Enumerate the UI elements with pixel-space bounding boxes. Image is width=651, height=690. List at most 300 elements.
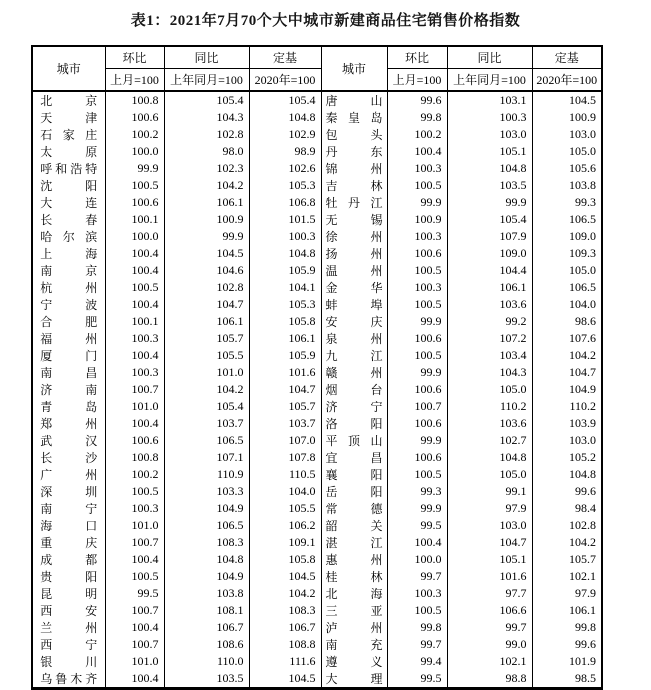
index-value-cell: 100.0: [105, 228, 164, 245]
city-name: 泉州: [325, 332, 383, 346]
city-name-cell: [32, 330, 105, 347]
index-value-cell: 110.2: [447, 398, 532, 415]
index-value-cell: 107.8: [249, 449, 321, 466]
index-value-cell: 100.4: [387, 534, 447, 551]
index-value-cell: 99.8: [387, 109, 447, 126]
index-value-cell: 100.4: [105, 296, 164, 313]
city-name: 南充: [325, 638, 383, 652]
table-row: [32, 245, 602, 262]
city-name-cell: [321, 381, 387, 398]
index-value-cell: 101.6: [249, 364, 321, 381]
city-name: 沈阳: [40, 179, 98, 193]
city-name: 昆明: [40, 587, 98, 601]
city-name-cell: [32, 653, 105, 670]
city-name-cell: [32, 245, 105, 262]
index-value-cell: 104.8: [249, 245, 321, 262]
index-value-cell: 108.3: [164, 534, 249, 551]
city-name-cell: [321, 313, 387, 330]
index-value-cell: 109.0: [447, 245, 532, 262]
table-row: [32, 517, 602, 534]
index-value-cell: 104.7: [164, 296, 249, 313]
column-subheader-mom-base-left: 上月=100: [105, 69, 164, 92]
index-value-cell: 105.5: [164, 347, 249, 364]
index-value-cell: 100.3: [387, 160, 447, 177]
index-value-cell: 98.0: [164, 143, 249, 160]
city-name: 南宁: [40, 502, 98, 516]
city-name-cell: [32, 483, 105, 500]
index-value-cell: 100.4: [105, 619, 164, 636]
index-value-cell: 100.3: [249, 228, 321, 245]
index-value-cell: 99.9: [447, 194, 532, 211]
city-name-cell: [321, 432, 387, 449]
city-name-cell: [321, 347, 387, 364]
table-row: [32, 483, 602, 500]
city-name-cell: [32, 177, 105, 194]
index-value-cell: 105.0: [532, 143, 602, 160]
city-name: 哈尔滨: [40, 230, 98, 244]
index-value-cell: 106.5: [164, 517, 249, 534]
index-value-cell: 105.0: [532, 262, 602, 279]
index-value-cell: 99.3: [387, 483, 447, 500]
index-value-cell: 106.1: [164, 313, 249, 330]
city-name: 青岛: [40, 400, 98, 414]
index-value-cell: 108.6: [164, 636, 249, 653]
table-header: [32, 46, 602, 91]
index-value-cell: 103.9: [532, 415, 602, 432]
city-name: 成都: [40, 553, 98, 567]
index-value-cell: 105.3: [249, 177, 321, 194]
city-name-cell: [321, 194, 387, 211]
index-value-cell: 99.9: [387, 432, 447, 449]
index-value-cell: 107.6: [532, 330, 602, 347]
city-name: 福州: [40, 332, 98, 346]
index-value-cell: 101.0: [105, 398, 164, 415]
city-name-cell: [32, 109, 105, 126]
index-value-cell: 100.6: [387, 415, 447, 432]
index-value-cell: 100.7: [105, 534, 164, 551]
index-value-cell: 100.5: [387, 466, 447, 483]
city-name-cell: [32, 551, 105, 568]
index-value-cell: 101.6: [447, 568, 532, 585]
index-value-cell: 98.5: [532, 670, 602, 689]
city-name-cell: [32, 449, 105, 466]
index-value-cell: 100.9: [387, 211, 447, 228]
index-value-cell: 100.5: [105, 279, 164, 296]
city-name: 大连: [40, 196, 98, 210]
index-value-cell: 106.2: [249, 517, 321, 534]
column-header-city-left: 城市: [32, 46, 105, 91]
city-name: 平顶山: [325, 434, 383, 448]
city-name: 北京: [40, 94, 98, 108]
city-name-cell: [32, 228, 105, 245]
index-value-cell: 105.4: [164, 398, 249, 415]
column-subheader-yoy-base-right: 上年同月=100: [447, 69, 532, 92]
city-name: 长春: [40, 213, 98, 227]
index-value-cell: 101.9: [532, 653, 602, 670]
index-value-cell: 99.3: [532, 194, 602, 211]
city-name-cell: [32, 534, 105, 551]
column-header-mom-right: 环比: [387, 46, 447, 69]
city-name: 天津: [40, 111, 98, 125]
index-value-cell: 102.7: [447, 432, 532, 449]
index-value-cell: 103.5: [447, 177, 532, 194]
index-value-cell: 103.0: [447, 517, 532, 534]
city-name-cell: [321, 330, 387, 347]
city-name: 南京: [40, 264, 98, 278]
table-row: [32, 534, 602, 551]
city-name: 锦州: [325, 162, 383, 176]
column-subheader-yoy-base-left: 上年同月=100: [164, 69, 249, 92]
index-value-cell: 105.5: [249, 500, 321, 517]
city-name: 赣州: [325, 366, 383, 380]
city-name-cell: [321, 483, 387, 500]
city-name-cell: [321, 466, 387, 483]
index-value-cell: 104.3: [447, 364, 532, 381]
table-row: [32, 177, 602, 194]
index-value-cell: 107.0: [249, 432, 321, 449]
index-value-cell: 100.6: [387, 245, 447, 262]
city-name: 温州: [325, 264, 383, 278]
city-name: 北海: [325, 587, 383, 601]
city-name-cell: [321, 211, 387, 228]
city-name: 兰州: [40, 621, 98, 635]
city-name: 包头: [325, 128, 383, 142]
index-value-cell: 105.9: [249, 262, 321, 279]
city-name-cell: [321, 653, 387, 670]
city-name: 太原: [40, 145, 98, 159]
index-value-cell: 97.7: [447, 585, 532, 602]
index-value-cell: 106.7: [164, 619, 249, 636]
index-value-cell: 100.0: [105, 143, 164, 160]
index-value-cell: 98.4: [532, 500, 602, 517]
index-value-cell: 100.5: [387, 347, 447, 364]
city-name-cell: [32, 347, 105, 364]
city-name-cell: [321, 109, 387, 126]
city-name-cell: [32, 619, 105, 636]
index-value-cell: 100.9: [532, 109, 602, 126]
column-header-city-right: 城市: [321, 46, 387, 91]
city-name: 海口: [40, 519, 98, 533]
index-value-cell: 99.6: [387, 91, 447, 109]
index-value-cell: 104.0: [249, 483, 321, 500]
city-name-cell: [32, 143, 105, 160]
city-name-cell: [32, 602, 105, 619]
city-name: 徐州: [325, 230, 383, 244]
index-value-cell: 99.4: [387, 653, 447, 670]
index-value-cell: 108.3: [249, 602, 321, 619]
city-name-cell: [32, 585, 105, 602]
city-name-cell: [321, 296, 387, 313]
index-value-cell: 100.9: [164, 211, 249, 228]
city-name: 南昌: [40, 366, 98, 380]
index-value-cell: 105.0: [447, 466, 532, 483]
index-value-cell: 103.7: [249, 415, 321, 432]
index-value-cell: 102.6: [249, 160, 321, 177]
index-value-cell: 103.0: [532, 126, 602, 143]
city-name-cell: [32, 636, 105, 653]
table-row: [32, 585, 602, 602]
city-name-cell: [321, 279, 387, 296]
city-name: 上海: [40, 247, 98, 261]
index-value-cell: 106.8: [249, 194, 321, 211]
index-value-cell: 100.6: [387, 330, 447, 347]
index-value-cell: 99.7: [387, 636, 447, 653]
index-value-cell: 105.4: [249, 91, 321, 109]
index-value-cell: 104.8: [249, 109, 321, 126]
index-value-cell: 100.3: [387, 585, 447, 602]
table-row: [32, 330, 602, 347]
city-name-cell: [321, 262, 387, 279]
city-name: 无锡: [325, 213, 383, 227]
index-value-cell: 104.9: [164, 568, 249, 585]
city-name-cell: [32, 211, 105, 228]
index-value-cell: 99.9: [387, 313, 447, 330]
city-name-cell: [32, 262, 105, 279]
table-row: [32, 126, 602, 143]
column-header-fixedbase-right: 定基: [532, 46, 602, 69]
city-name-cell: [321, 670, 387, 689]
index-value-cell: 106.1: [532, 602, 602, 619]
index-value-cell: 100.5: [105, 177, 164, 194]
city-name-cell: [321, 585, 387, 602]
index-value-cell: 103.5: [164, 670, 249, 689]
city-name: 安庆: [325, 315, 383, 329]
city-name: 惠州: [325, 553, 383, 567]
index-value-cell: 100.3: [105, 500, 164, 517]
index-value-cell: 110.2: [532, 398, 602, 415]
index-value-cell: 107.9: [447, 228, 532, 245]
header-row-top: [32, 46, 602, 69]
index-value-cell: 99.0: [447, 636, 532, 653]
city-name: 大理: [325, 672, 383, 686]
index-value-cell: 99.1: [447, 483, 532, 500]
city-name-cell: [32, 432, 105, 449]
city-name-cell: [32, 364, 105, 381]
index-value-cell: 102.1: [532, 568, 602, 585]
index-value-cell: 100.3: [387, 228, 447, 245]
index-value-cell: 104.8: [447, 449, 532, 466]
index-value-cell: 99.9: [387, 500, 447, 517]
index-value-cell: 103.3: [164, 483, 249, 500]
index-value-cell: 99.5: [387, 670, 447, 689]
table-row: [32, 228, 602, 245]
index-value-cell: 100.6: [387, 381, 447, 398]
index-value-cell: 99.2: [447, 313, 532, 330]
index-value-cell: 105.7: [249, 398, 321, 415]
index-value-cell: 104.5: [532, 91, 602, 109]
index-value-cell: 104.4: [447, 262, 532, 279]
index-value-cell: 98.6: [532, 313, 602, 330]
index-value-cell: 102.1: [447, 653, 532, 670]
index-value-cell: 105.4: [447, 211, 532, 228]
index-value-cell: 100.4: [105, 415, 164, 432]
city-name: 岳阳: [325, 485, 383, 499]
column-subheader-fixedbase-base-left: 2020年=100: [249, 69, 321, 92]
index-value-cell: 105.1: [447, 143, 532, 160]
city-name-cell: [32, 500, 105, 517]
table-row: [32, 670, 602, 689]
table-row: [32, 347, 602, 364]
city-name-cell: [321, 636, 387, 653]
index-value-cell: 100.0: [387, 551, 447, 568]
index-value-cell: 97.9: [447, 500, 532, 517]
city-name: 扬州: [325, 247, 383, 261]
table-row: [32, 636, 602, 653]
index-value-cell: 104.5: [249, 568, 321, 585]
city-name-cell: [321, 517, 387, 534]
table-row: [32, 568, 602, 585]
city-name: 金华: [325, 281, 383, 295]
table-row: [32, 415, 602, 432]
index-value-cell: 100.8: [105, 91, 164, 109]
city-name-cell: [32, 398, 105, 415]
index-value-cell: 111.6: [249, 653, 321, 670]
table-row: [32, 619, 602, 636]
index-value-cell: 105.7: [532, 551, 602, 568]
index-value-cell: 106.6: [447, 602, 532, 619]
city-name-cell: [32, 568, 105, 585]
index-value-cell: 101.5: [249, 211, 321, 228]
table-row: [32, 466, 602, 483]
city-name: 秦皇岛: [325, 111, 383, 125]
city-name: 宜昌: [325, 451, 383, 465]
table-row: [32, 211, 602, 228]
index-value-cell: 105.0: [447, 381, 532, 398]
table-body: [32, 91, 602, 689]
column-header-mom-left: 环比: [105, 46, 164, 69]
table-row: [32, 194, 602, 211]
city-name: 杭州: [40, 281, 98, 295]
city-name: 遵义: [325, 655, 383, 669]
city-name: 西宁: [40, 638, 98, 652]
index-value-cell: 99.6: [532, 636, 602, 653]
index-value-cell: 100.6: [105, 194, 164, 211]
city-name-cell: [32, 296, 105, 313]
city-name: 唐山: [325, 94, 383, 108]
index-value-cell: 99.8: [532, 619, 602, 636]
index-value-cell: 104.6: [164, 262, 249, 279]
city-name: 常德: [325, 502, 383, 516]
index-value-cell: 100.5: [387, 296, 447, 313]
index-value-cell: 100.1: [105, 313, 164, 330]
index-value-cell: 101.0: [164, 364, 249, 381]
index-value-cell: 104.2: [164, 177, 249, 194]
index-value-cell: 104.2: [532, 347, 602, 364]
index-value-cell: 101.0: [105, 653, 164, 670]
table-row: [32, 449, 602, 466]
index-value-cell: 107.1: [164, 449, 249, 466]
city-name: 武汉: [40, 434, 98, 448]
index-value-cell: 99.9: [105, 160, 164, 177]
city-name-cell: [32, 415, 105, 432]
index-value-cell: 109.1: [249, 534, 321, 551]
index-value-cell: 105.4: [164, 91, 249, 109]
index-value-cell: 104.8: [532, 466, 602, 483]
city-name-cell: [321, 91, 387, 109]
index-value-cell: 98.9: [249, 143, 321, 160]
city-name: 宁波: [40, 298, 98, 312]
city-name: 牡丹江: [325, 196, 383, 210]
city-name: 郑州: [40, 417, 98, 431]
index-value-cell: 106.1: [249, 330, 321, 347]
column-subheader-fixedbase-base-right: 2020年=100: [532, 69, 602, 92]
city-name: 襄阳: [325, 468, 383, 482]
city-name: 厦门: [40, 349, 98, 363]
index-value-cell: 100.7: [105, 602, 164, 619]
city-name: 吉林: [325, 179, 383, 193]
table-row: [32, 296, 602, 313]
city-name-cell: [32, 381, 105, 398]
table-row: [32, 313, 602, 330]
index-value-cell: 99.9: [387, 194, 447, 211]
index-value-cell: 103.6: [447, 415, 532, 432]
index-value-cell: 104.3: [164, 109, 249, 126]
column-subheader-mom-base-right: 上月=100: [387, 69, 447, 92]
city-name: 蚌埠: [325, 298, 383, 312]
index-value-cell: 110.0: [164, 653, 249, 670]
index-value-cell: 104.5: [164, 245, 249, 262]
index-value-cell: 100.4: [387, 143, 447, 160]
index-value-cell: 100.5: [105, 483, 164, 500]
index-value-cell: 104.5: [249, 670, 321, 689]
city-name-cell: [321, 415, 387, 432]
index-value-cell: 104.9: [164, 500, 249, 517]
index-value-cell: 100.6: [387, 449, 447, 466]
city-name-cell: [321, 449, 387, 466]
city-name-cell: [321, 160, 387, 177]
city-name-cell: [321, 619, 387, 636]
index-value-cell: 100.3: [447, 109, 532, 126]
index-value-cell: 105.7: [164, 330, 249, 347]
column-header-fixedbase-left: 定基: [249, 46, 321, 69]
city-name: 湛江: [325, 536, 383, 550]
index-value-cell: 102.3: [164, 160, 249, 177]
city-name-cell: [32, 91, 105, 109]
index-value-cell: 108.1: [164, 602, 249, 619]
city-name: 洛阳: [325, 417, 383, 431]
table-row: [32, 653, 602, 670]
index-value-cell: 105.9: [249, 347, 321, 364]
index-value-cell: 100.6: [105, 432, 164, 449]
city-name: 广州: [40, 468, 98, 482]
city-name: 合肥: [40, 315, 98, 329]
index-value-cell: 104.7: [447, 534, 532, 551]
index-value-cell: 105.6: [532, 160, 602, 177]
city-name-cell: [321, 398, 387, 415]
index-value-cell: 104.2: [164, 381, 249, 398]
city-name: 石家庄: [40, 128, 98, 142]
index-value-cell: 100.5: [387, 262, 447, 279]
index-value-cell: 100.1: [105, 211, 164, 228]
city-name: 重庆: [40, 536, 98, 550]
city-name-cell: [32, 670, 105, 689]
index-value-cell: 102.8: [164, 126, 249, 143]
index-value-cell: 103.6: [447, 296, 532, 313]
index-value-cell: 99.9: [387, 364, 447, 381]
index-value-cell: 106.1: [164, 194, 249, 211]
table-row: [32, 500, 602, 517]
index-value-cell: 100.7: [105, 381, 164, 398]
index-value-cell: 100.4: [105, 670, 164, 689]
index-value-cell: 104.0: [532, 296, 602, 313]
city-name-cell: [32, 313, 105, 330]
index-value-cell: 102.9: [249, 126, 321, 143]
index-value-cell: 99.5: [387, 517, 447, 534]
index-value-cell: 102.8: [164, 279, 249, 296]
city-name: 深圳: [40, 485, 98, 499]
index-value-cell: 105.2: [532, 449, 602, 466]
column-header-yoy-left: 同比: [164, 46, 249, 69]
